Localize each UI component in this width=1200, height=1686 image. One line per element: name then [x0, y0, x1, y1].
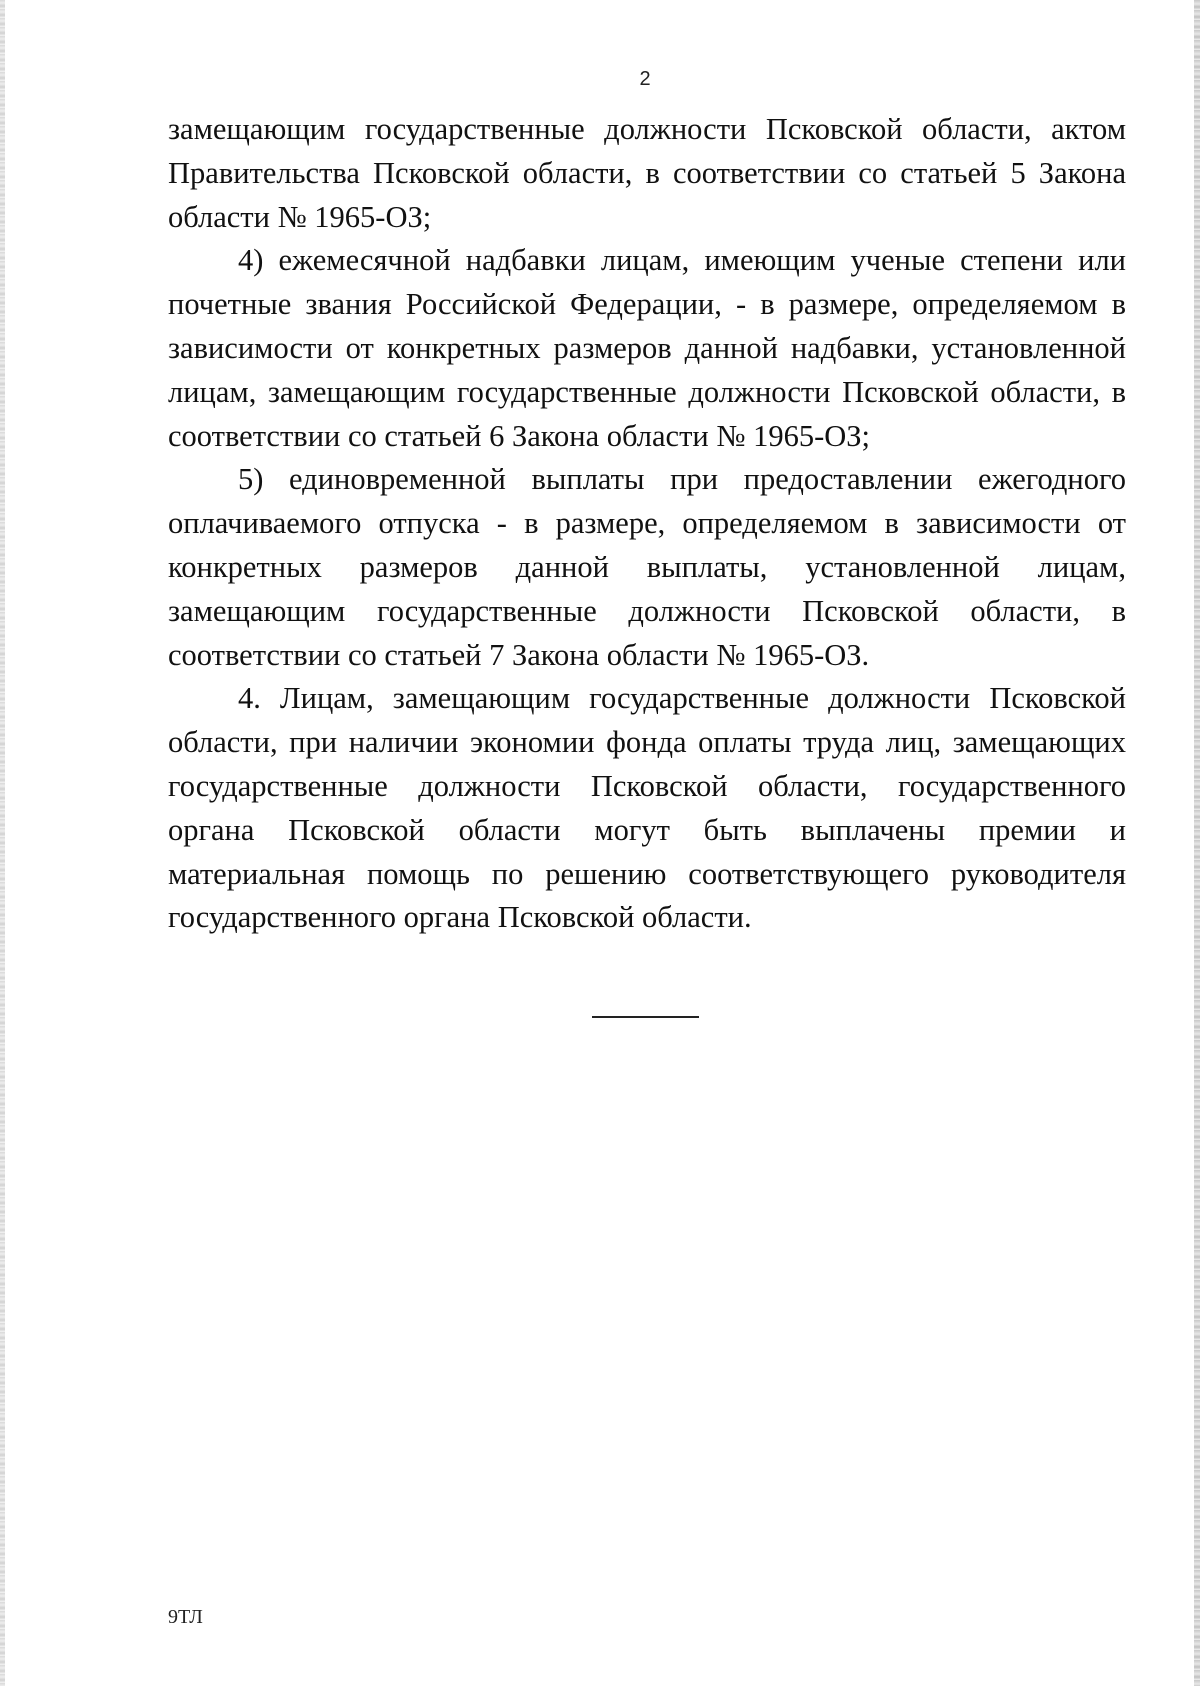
paragraph-item-5-payment: 5) единовременной выплаты при предоставлении ежегодного оплачиваемого отпуска - в размере, определяемом в зависимости от конкретных размеров данной выплаты, установленной лицам, замещающим государственные должности Псковской области, в соответствии со статьей 7 Закона области № 1965-ОЗ.: [168, 462, 1126, 672]
paragraph-section-4-bonuses: 4. Лицам, замещающим государственные должности Псковской области, при наличии экономии фонда оплаты труда лиц, замещающих государственные должности Псковской области, государственного органа Псковской области могут быть выплачены премии и материальная помощь по решению соответствующего руководителя государственного органа Псковской области.: [168, 681, 1126, 935]
paragraph-item-4-allowance: 4) ежемесячной надбавки лицам, имеющим ученые степени или почетные звания Российской Федерации, - в размере, определяемом в зависимости от конкретных размеров данной надбавки, установленной лицам, замещающим государственные должности Псковской области, в соответствии со статьей 6 Закона области № 1965-ОЗ;: [168, 243, 1126, 453]
paragraph-continuation: замещающим государственные должности Псковской области, актом Правительства Псковской области, в соответствии со статьей 5 Закона области № 1965-ОЗ;: [168, 112, 1126, 234]
page-number: 2: [639, 68, 651, 90]
scan-edge-left: [0, 0, 5, 1686]
footer-document-code: 9ТЛ: [168, 1606, 203, 1628]
scan-edge-right: [1194, 0, 1200, 1686]
closing-rule-divider: [592, 1016, 699, 1018]
document-body: [168, 108, 1126, 940]
